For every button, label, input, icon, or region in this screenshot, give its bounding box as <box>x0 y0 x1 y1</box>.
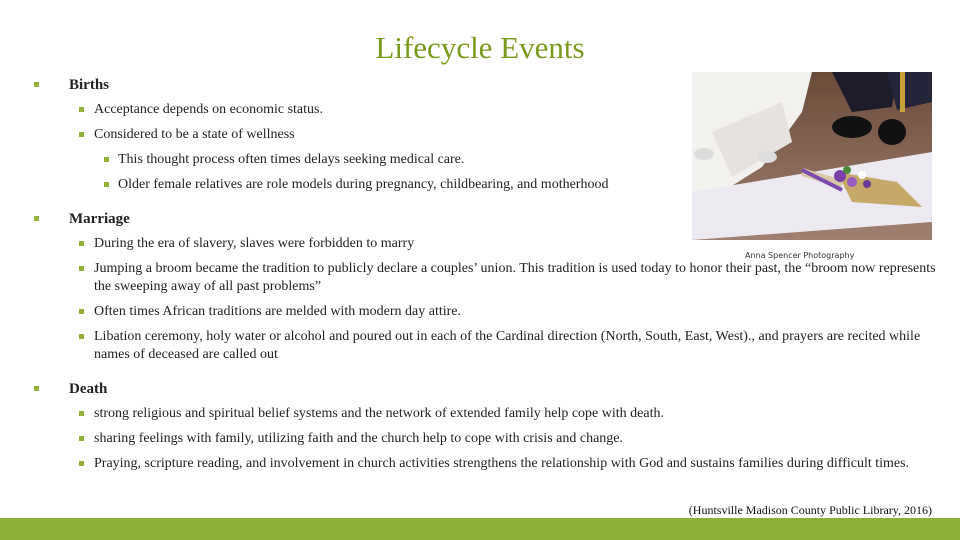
citation: (Huntsville Madison County Public Library, 2016) <box>688 503 932 517</box>
list-item <box>28 430 938 448</box>
section-heading: Death <box>69 381 108 397</box>
list-item-text: This thought process often times delays seeking medical care. <box>118 152 465 167</box>
section-heading: Marriage <box>69 211 130 227</box>
section-marriage <box>28 210 938 228</box>
list-item-text: Jumping a broom became the tradition to publicly declare a couples’ union. This tradition is used today to honor their past, the “broom now represents the sweeping away of all past problems” <box>94 261 936 294</box>
list-item-text: strong religious and spiritual belief systems and the network of extended family help cope with death. <box>94 406 664 421</box>
list-item-text: Considered to be a state of wellness <box>94 127 295 142</box>
bullet-icon <box>79 107 84 112</box>
bullet-icon <box>79 309 84 314</box>
bullet-icon <box>104 182 109 187</box>
bullet-icon <box>34 216 39 221</box>
bullet-icon <box>79 266 84 271</box>
list-item-text: Libation ceremony, holy water or alcohol and poured out in each of the Cardinal direction (North, South, East, West)., and prayers are recited while names of deceased are called out <box>94 329 921 362</box>
list-item-text: Praying, scripture reading, and involvement in church activities strengthens the relationship with God and sustains families during difficult times. <box>94 456 910 471</box>
bullet-icon <box>34 82 39 87</box>
section-births <box>28 76 938 94</box>
bullet-icon <box>79 241 84 246</box>
list-subitem <box>28 151 938 169</box>
slide-title: Lifecycle Events <box>375 30 585 65</box>
slide-content <box>28 76 938 473</box>
bullet-icon <box>79 411 84 416</box>
list-item <box>28 126 938 144</box>
bullet-icon <box>79 334 84 339</box>
photo-credit: Anna Spencer Photography <box>745 251 855 260</box>
list-item <box>28 235 938 253</box>
list-item <box>28 260 938 296</box>
section-death <box>28 380 938 398</box>
list-item <box>28 405 938 423</box>
list-item <box>28 101 938 119</box>
list-item <box>28 455 938 473</box>
list-subitem <box>28 176 938 194</box>
footer-bar <box>0 518 960 540</box>
section-heading: Births <box>69 77 110 93</box>
list-item-text: sharing feelings with family, utilizing faith and the church help to cope with crisis and change. <box>94 431 623 446</box>
bullet-icon <box>79 461 84 466</box>
bullet-icon <box>104 157 109 162</box>
list-item-text: Older female relatives are role models during pregnancy, childbearing, and motherhood <box>118 177 609 192</box>
list-item <box>28 303 938 321</box>
bullet-icon <box>34 386 39 391</box>
list-item-text: Often times African traditions are melded with modern day attire. <box>94 304 461 319</box>
list-item-text: During the era of slavery, slaves were forbidden to marry <box>94 236 415 251</box>
bullet-icon <box>79 132 84 137</box>
list-item-text: Acceptance depends on economic status. <box>94 102 323 117</box>
list-item <box>28 328 938 364</box>
bullet-icon <box>79 436 84 441</box>
